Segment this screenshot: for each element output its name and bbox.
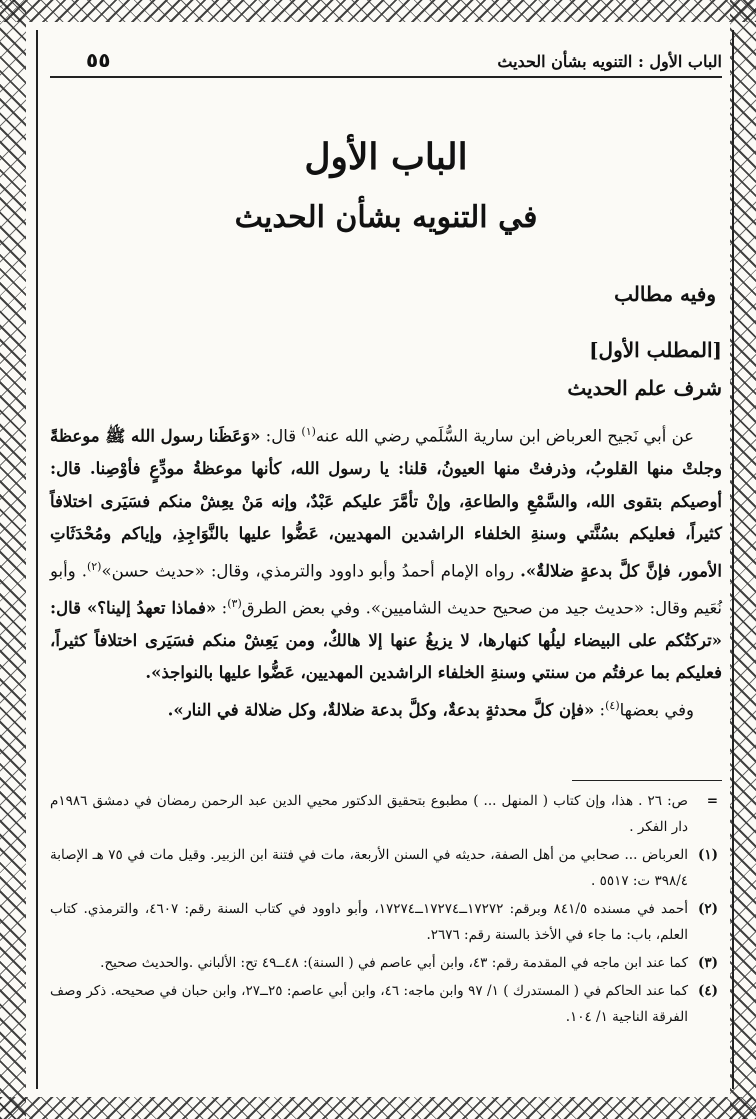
footnote-divider: [572, 780, 722, 781]
text-span: وفي بعضها: [619, 700, 694, 719]
footnote-text: أحمد في مسنده ٨٤١/٥ وبرقم: ١٧٢٧٢ــ١٧٢٧٤ــ١٧٢٧٤، وأبو داوود في كتاب السنة رقم: ٤٦٠٧، والترمذي. كتاب العلم، باب: ما جاء في الأخذ بالسنة رقم: ٢٦٧٦.: [50, 901, 689, 943]
subsection-label: [المطلب الأول]: [589, 338, 722, 362]
footnote-ref-1: (١): [301, 425, 316, 438]
footnote-mark: =: [706, 793, 718, 809]
footnote-item: [50, 842, 722, 894]
page-header: [50, 42, 722, 78]
footnote-text: ص: ٢٦ . هذا، وإن كتاب ( المنهل ... ) مطبوع بتحقيق الدكتور محيي الدين عبد الرحمن رمضان في دمشق ١٩٨٦م دار الفكر .: [50, 793, 688, 835]
footnote-item: [50, 950, 722, 976]
footnote-ref-2: (٢): [86, 559, 102, 573]
decorative-border-bottom: [0, 1097, 756, 1119]
text-span: :: [216, 598, 228, 617]
text-span: رواه الإمام أحمدُ وأبو داوود والترمذي، وقال: «حديث حسن»: [101, 561, 521, 580]
text-span: قال:: [260, 426, 302, 446]
subsection-heading: شرف علم الحديث: [567, 376, 722, 400]
footnote-text: كما عند الحاكم في ( المستدرك ) ١/ ٩٧ وابن ماجه: ٤٦، وابن أبي عاصم: ٢٥ــ٢٧، وابن حبان في صحيحه. ذكر وصف الفرقة الناجية ١/ ١٠٤.: [50, 983, 689, 1025]
footnote-item: [50, 788, 722, 840]
text-span: عن أبي نَجيح العرباض ابن سارية السُّلَمي رضي الله عنه: [315, 426, 695, 446]
footnotes: [50, 788, 722, 1032]
page-number: ٥٥: [86, 48, 111, 72]
text-span: . وأبو نُعَيم وقال: «حديث جيد من صحيح حديث الشاميين». وفي بعض الطرق: [50, 561, 722, 617]
hadith-quote: «وَعَظَنا رسول الله ﷺ موعظةً وجلتْ منها القلوبُ، وذرفتْ منها العيونُ، قلنا: يا رسول الله، كأنها موعظةُ مودِّعٍ فأوْصِنا. قال: أوصيكم بتقوى الله، والسَّمْعِ والطاعةِ، وإنْ تأمَّرَ عليكم عَبْدٌ، وإنه مَنْ يعِشْ منكم فسَيَرى اختلافاً كثيراً، فعليكم بسُنَّتي وسنةِ الخلفاء الراشدين المهديين، عَضُّوا عليها بالنَّوَاجِذِ، وإياكم ومُحْدَثَاتِ الأمور، فإنَّ كلَّ بدعةٍ ضلالةٌ».: [50, 426, 722, 580]
hadith-quote-3: «فإن كلَّ محدثةٍ بدعةٌ، وكلَّ بدعة ضلالةٌ، وكل ضلالة في النار».: [167, 700, 595, 719]
paragraph-2: [50, 690, 722, 727]
footnote-text: العرباض ... صحابي من أهل الصفة، حديثه في السنن الأربعة، مات في فتنة ابن الزبير. وقيل مات في ٧٥ هـ الإصابة ٣٩٨/٤ ت: ٥٥١٧ .: [50, 847, 688, 889]
footnote-mark: (٤): [697, 983, 718, 999]
footnote-mark: (٣): [697, 955, 718, 971]
hadith-quote-2: «فماذا تعهدُ إلينا؟» قال: «تركتُكم على البيضاء ليلُها كنهارها، لا يزيغُ عنها إلا هالكٌ، ومن يَعِشْ منكم فسَيَرى اختلافاً كثيراً، فعليكم بما عرفتُم من سنتي وسنةِ الخلفاء الراشدين المهديين، عَضُّوا عليها بالنواجذ».: [50, 598, 722, 682]
text-span: :: [594, 700, 606, 719]
footnote-text: كما عند ابن ماجه في المقدمة رقم: ٤٣، وابن أبي عاصم في ( السنة): ٤٨ــ٤٩ تح: الألباني .والحديث صحيح.: [100, 955, 688, 971]
body-text: [50, 416, 722, 727]
footnote-mark: (١): [697, 847, 718, 863]
chapter-subtitle: في التنويه بشأن الحديث: [234, 200, 538, 235]
footnote-ref-4: (٤): [605, 698, 620, 712]
footnote-ref-3: (٣): [227, 596, 242, 610]
footnote-item: [50, 978, 722, 1030]
running-title: الباب الأول : التنويه بشأن الحديث: [497, 52, 722, 71]
paragraph-1: [50, 416, 722, 690]
section-intro: وفيه مطالب: [614, 282, 716, 306]
decorative-border-left: [0, 0, 26, 1119]
footnote-item: [50, 896, 722, 948]
chapter-title: الباب الأول: [304, 136, 468, 178]
footnote-mark: (٢): [697, 901, 718, 917]
book-page: [50, 36, 722, 1087]
decorative-border-top: [0, 0, 756, 22]
